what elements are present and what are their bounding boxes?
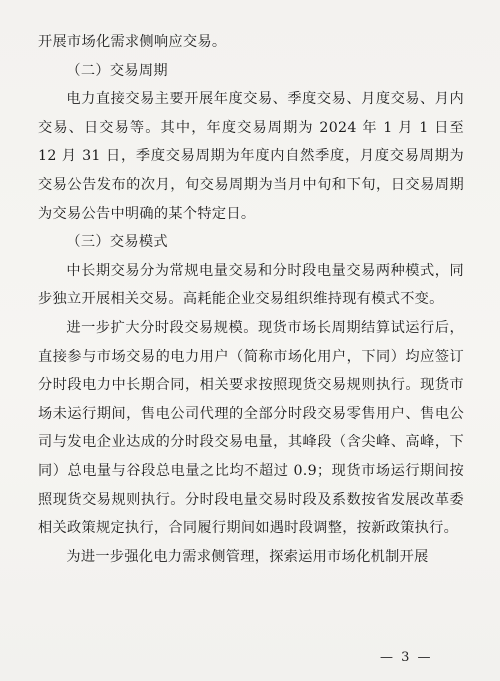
section-heading-trading-period: （二）交易周期 [66,62,168,79]
paragraph-time-segment-trading: 进一步扩大分时段交易规模。现货市场长周期结算试运行后，直接参与市场交易的电力用户（简称市场化用户，下同）均应签订分时段电力中长期合同，相关要求按照现货交易规则执行。现货市场未运行期间，售电公司代理的全部分时段交易零售用户、售电公司与发电企业达成的分时段交易电量，其峰段（含尖峰、高峰，下同）总电量与谷段总电量之比均不超过 0.9；现货市场运行期间按照现货交易规则执行。分时段电量交易时段及系数按省发展改革委相关政策规定执行，合同履行期间如遇时段调整，按新政策执行。 [38,319,464,537]
paragraph-continuation: 开展市场化需求侧响应交易。 [38,34,227,50]
paragraph-trading-period: 电力直接交易主要开展年度交易、季度交易、月度交易、月内交易、日交易等。其中，年度交易周期为 2024 年 1 月 1 日至 12 月 31 日，季度交易周期为年度内自然季度，月度交易周期为交易公告发布的次月，旬交易周期为当月中旬和下旬，日交易周期为交易公告中明确的某个特定日。 [38,91,464,222]
page-number: — 3 — [380,650,433,665]
paragraph-trading-mode: 中长期交易分为常规电量交易和分时段电量交易两种模式，同步独立开展相关交易。高耗能企业交易组织维持现有模式不变。 [38,262,464,308]
section-heading-trading-mode: （三）交易模式 [66,234,168,251]
paragraph-demand-side: 为进一步强化电力需求侧管理，探索运用市场化机制开展 [66,548,429,565]
document-body [38,28,464,571]
